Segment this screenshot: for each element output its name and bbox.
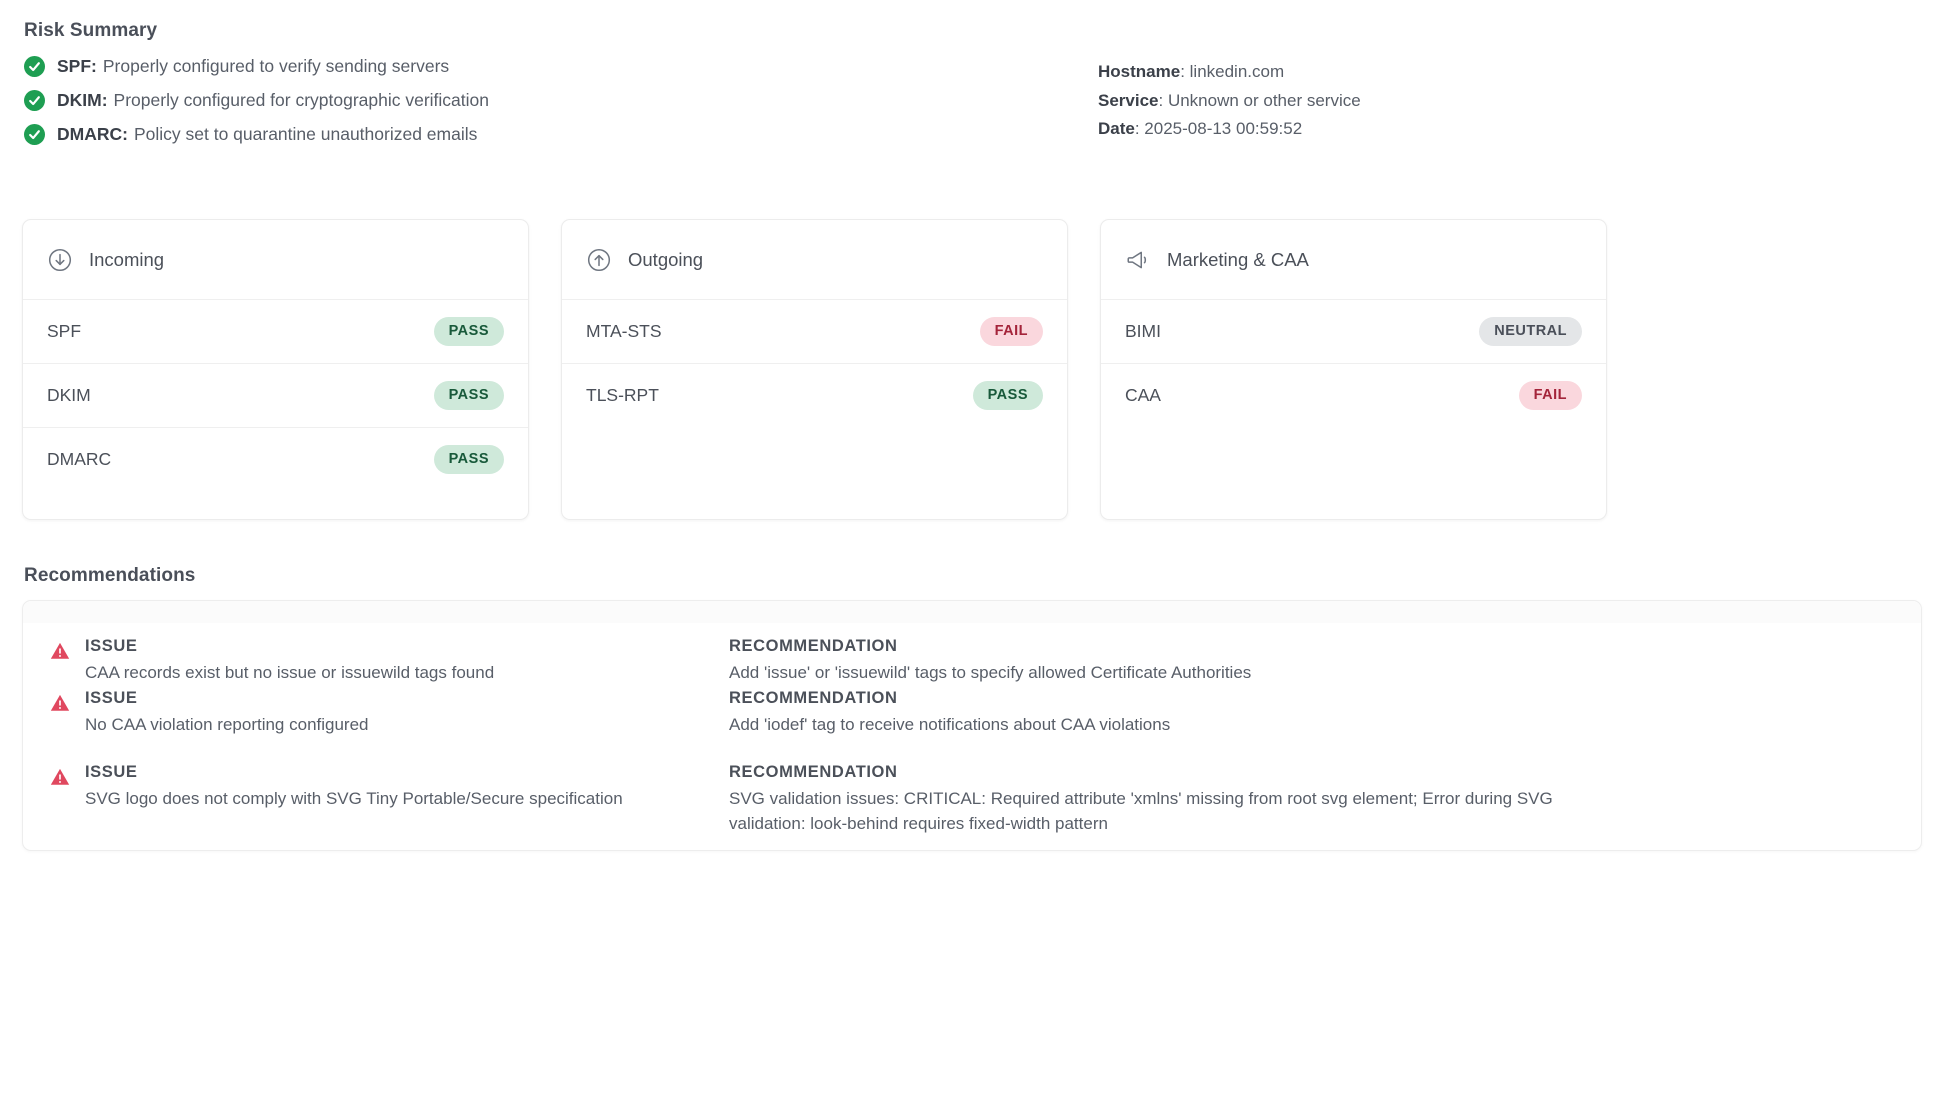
card-row-label: CAA: [1125, 385, 1161, 405]
recommendation-heading: RECOMMENDATION: [729, 763, 898, 781]
card-outgoing-title: Outgoing: [628, 248, 704, 270]
card-row-label: TLS-RPT: [586, 385, 659, 405]
status-badge: FAIL: [980, 317, 1043, 346]
card-marketing-caa-title: Marketing & CAA: [1167, 248, 1309, 270]
status-badge: FAIL: [1519, 381, 1582, 410]
check-circle-icon: [24, 56, 45, 77]
card-row-label: DMARC: [47, 449, 112, 469]
risk-summary-item-label: SPF:: [57, 56, 97, 76]
card-row: [23, 427, 528, 491]
status-badge: PASS: [434, 445, 504, 474]
issue-item: [49, 637, 729, 685]
card-outgoing: [561, 219, 1068, 520]
card-row: [23, 299, 528, 363]
card-row-label: DKIM: [47, 385, 91, 405]
issue-heading: ISSUE: [85, 689, 138, 707]
meta-date: [1098, 115, 1361, 144]
card-row: [23, 363, 528, 427]
scan-meta: [1098, 58, 1361, 144]
card-row: [562, 363, 1067, 427]
warning-triangle-icon: [49, 692, 71, 714]
card-row: [1101, 299, 1606, 363]
risk-summary-title: Risk Summary: [24, 20, 158, 41]
arrow-down-circle-icon: [47, 247, 73, 273]
recommendation-advice: [729, 637, 1895, 741]
arrow-up-circle-icon: [586, 247, 612, 273]
risk-summary-item: [24, 90, 1084, 111]
status-badge: NEUTRAL: [1479, 317, 1582, 346]
recommendation-text: SVG validation issues: CRITICAL: Required attribute 'xmlns' missing from root svg element; Error during SVG validation: look-behind requires fixed-width pattern: [729, 789, 1553, 833]
card-row-label: SPF: [47, 321, 82, 341]
card-outgoing-header: [562, 220, 1067, 299]
card-marketing-caa-header: [1101, 220, 1606, 299]
recommendation-item: [729, 763, 1895, 836]
card-row-label: MTA-STS: [586, 321, 662, 341]
card-marketing-caa: [1100, 219, 1607, 520]
card-row-label: BIMI: [1125, 321, 1161, 341]
issue-text: CAA records exist but no issue or issuewild tags found: [85, 663, 495, 682]
recommendation-group: [23, 637, 1921, 741]
issue-text: SVG logo does not comply with SVG Tiny Portable/Secure specification: [85, 789, 623, 808]
card-row: [1101, 363, 1606, 427]
issue-text: No CAA violation reporting configured: [85, 715, 369, 734]
card-row: [562, 299, 1067, 363]
risk-summary-item: [24, 56, 1084, 77]
issue-heading: ISSUE: [85, 763, 138, 781]
risk-summary-item-text: Properly configured for cryptographic verification: [113, 90, 490, 110]
recommendation-item: [729, 637, 1895, 685]
check-circle-icon: [24, 90, 45, 111]
status-badge: PASS: [434, 381, 504, 410]
recommendation-divider: [23, 741, 1921, 763]
recommendation-heading: RECOMMENDATION: [729, 689, 898, 707]
meta-service-value: : Unknown or other service: [1158, 90, 1361, 110]
status-badge: PASS: [973, 381, 1043, 410]
protocol-cards: [22, 219, 1607, 520]
recommendation-item: [729, 689, 1895, 737]
warning-triangle-icon: [49, 640, 71, 662]
recommendation-heading: RECOMMENDATION: [729, 637, 898, 655]
risk-summary-item-label: DMARC:: [57, 124, 128, 144]
risk-summary-section: [24, 20, 1084, 158]
card-incoming-title: Incoming: [89, 248, 165, 270]
megaphone-icon: [1125, 247, 1151, 273]
meta-service-key: Service: [1098, 90, 1159, 110]
risk-summary-item-text: Properly configured to verify sending servers: [102, 56, 450, 76]
recommendation-issues: [49, 637, 729, 741]
recommendation-text: Add 'issue' or 'issuewild' tags to specify allowed Certificate Authorities: [729, 663, 1252, 682]
risk-summary-item-label: DKIM:: [57, 90, 108, 110]
meta-date-key: Date: [1098, 119, 1135, 138]
card-incoming-header: [23, 220, 528, 299]
risk-summary-item: [24, 124, 1084, 145]
issue-item: [49, 763, 729, 811]
meta-hostname-key: Hostname: [1098, 62, 1181, 81]
recommendations-panel: [22, 600, 1922, 851]
recommendation-advice: [729, 763, 1895, 840]
recommendation-group: [23, 763, 1921, 840]
meta-service: [1098, 87, 1361, 116]
check-circle-icon: [24, 124, 45, 145]
risk-summary-item-text: Policy set to quarantine unauthorized emails: [133, 124, 478, 144]
recommendation-text: Add 'iodef' tag to receive notifications about CAA violations: [729, 715, 1171, 734]
meta-hostname: [1098, 58, 1361, 87]
status-badge: PASS: [434, 317, 504, 346]
recommendations-title: Recommendations: [24, 565, 196, 586]
issue-heading: ISSUE: [85, 637, 138, 655]
issue-item: [49, 689, 729, 737]
card-incoming: [22, 219, 529, 520]
meta-date-value: : 2025-08-13 00:59:52: [1134, 119, 1303, 138]
meta-hostname-value: : linkedin.com: [1180, 62, 1285, 81]
recommendation-issues: [49, 763, 729, 840]
warning-triangle-icon: [49, 766, 71, 788]
